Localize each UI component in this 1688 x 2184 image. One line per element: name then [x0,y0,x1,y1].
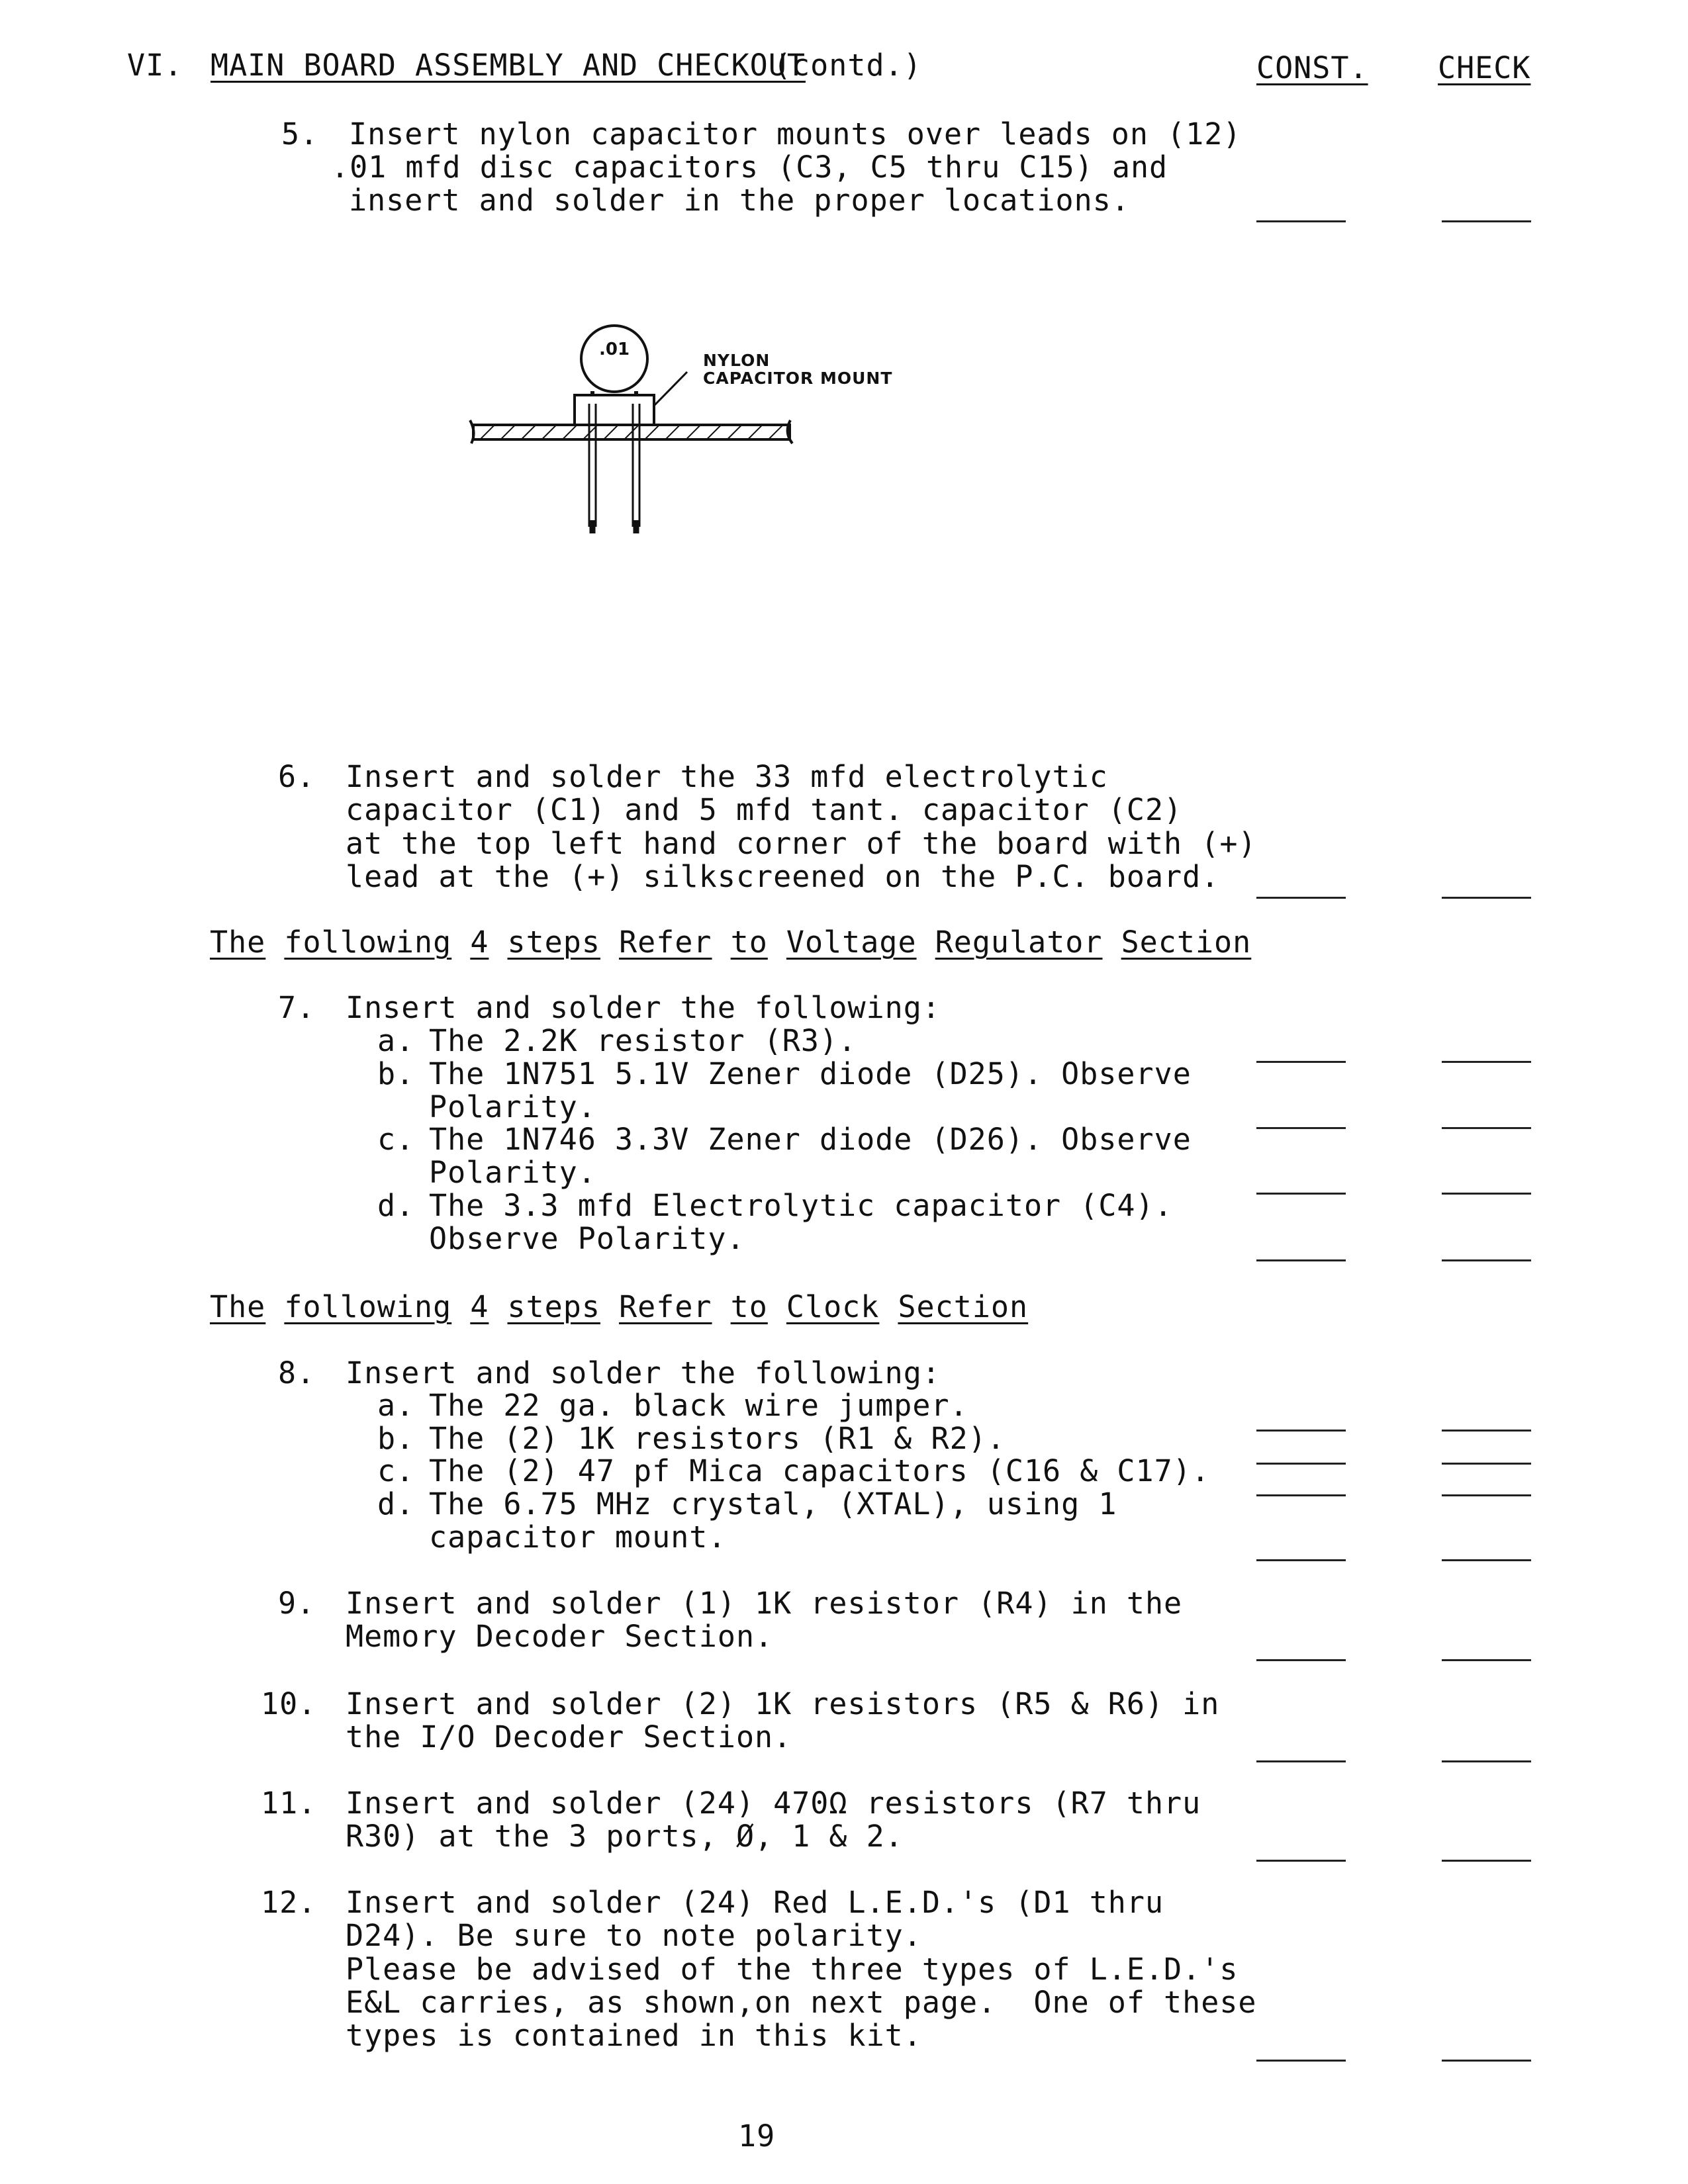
check-checkbox-line[interactable] [1442,1463,1531,1465]
check-checkbox-line[interactable] [1442,1061,1531,1063]
const-checkbox-line[interactable] [1256,220,1346,222]
check-checkbox-line[interactable] [1442,1659,1531,1661]
label-pointer-line [654,372,687,406]
section-contd: (contd.) [773,48,922,83]
voltage-regulator-heading: The following 4 steps Refer to Voltage Regulator Section [210,925,1252,960]
step-12-line-5: types is contained in this kit. [346,2018,922,2053]
const-checkbox-line[interactable] [1256,1127,1346,1129]
step-8-item-letter: a. [377,1388,415,1423]
check-column-header: CHECK [1438,50,1531,85]
step-12-line-1: Insert and solder (24) Red L.E.D.'s (D1 thru [346,1885,1164,1920]
step-7-item-text: Polarity. [429,1089,596,1124]
step-6-line-4: lead at the (+) silkscreened on the P.C. board. [346,859,1220,894]
check-checkbox-line[interactable] [1442,1430,1531,1432]
step-6-number: 6. [278,759,316,794]
step-5-number: 5. [281,116,319,152]
step-11-number: 11. [261,1786,317,1821]
step-7-item-letter: a. [377,1023,415,1058]
const-checkbox-line[interactable] [1256,2060,1346,2062]
check-checkbox-line[interactable] [1442,1127,1531,1129]
nylon-capacitor-mount-diagram [463,311,927,549]
step-8-item-text: The (2) 47 pf Mica capacitors (C16 & C17). [429,1453,1210,1488]
step-7-item-letter: c. [377,1122,415,1157]
step-5-line-1: Insert nylon capacitor mounts over leads on (12) [349,116,1242,152]
step-9-number: 9. [278,1586,316,1621]
step-7-item-text: The 3.3 mfd Electrolytic capacitor (C4). [429,1188,1173,1223]
step-6-line-3: at the top left hand corner of the board with (+) [346,826,1257,861]
step-5-line-2: .01 mfd disc capacitors (C3, C5 thru C15) and [331,150,1168,185]
step-10-line-1: Insert and solder (2) 1K resistors (R5 & R6) in [346,1686,1220,1721]
step-8-item-text: The (2) 1K resistors (R1 & R2). [429,1421,1006,1456]
section-title: MAIN BOARD ASSEMBLY AND CHECKOUT [211,48,806,83]
step-8-item-text: The 22 ga. black wire jumper. [429,1388,968,1423]
step-12-number: 12. [261,1885,317,1920]
const-checkbox-line[interactable] [1256,897,1346,899]
step-7-item-text: The 2.2K resistor (R3). [429,1023,857,1058]
step-6-line-2: capacitor (C1) and 5 mfd tant. capacitor (C2) [346,792,1183,827]
step-8-item-text: capacitor mount. [429,1520,727,1555]
step-7-item-letter: b. [377,1056,415,1091]
pc-board-section [473,425,790,439]
step-7-item-text: Polarity. [429,1155,596,1190]
const-checkbox-line[interactable] [1256,1463,1346,1465]
check-checkbox-line[interactable] [1442,2060,1531,2062]
const-checkbox-line[interactable] [1256,1760,1346,1762]
step-6-line-1: Insert and solder the 33 mfd electrolytic [346,759,1108,794]
step-11-line-1: Insert and solder (24) 470Ω resistors (R7 thru [346,1786,1201,1821]
page-number: 19 [738,2118,776,2154]
step-7-item-text: Observe Polarity. [429,1221,745,1256]
step-12-line-4: E&L carries, as shown,on next page. One of these [346,1985,1257,2020]
const-checkbox-line[interactable] [1256,1659,1346,1661]
const-checkbox-line[interactable] [1256,1860,1346,1862]
step-9-line-2: Memory Decoder Section. [346,1619,774,1654]
step-7-intro: Insert and solder the following: [346,990,941,1025]
step-8-intro: Insert and solder the following: [346,1355,941,1390]
step-11-line-2: R30) at the 3 ports, Ø, 1 & 2. [346,1819,904,1854]
check-checkbox-line[interactable] [1442,1760,1531,1762]
step-12-line-2: D24). Be sure to note polarity. [346,1918,922,1953]
const-checkbox-line[interactable] [1256,1494,1346,1496]
const-checkbox-line[interactable] [1256,1430,1346,1432]
step-8-item-letter: c. [377,1453,415,1488]
step-8-item-letter: b. [377,1421,415,1456]
check-checkbox-line[interactable] [1442,1259,1531,1261]
const-column-header: CONST. [1256,50,1368,85]
check-checkbox-line[interactable] [1442,1860,1531,1862]
const-checkbox-line[interactable] [1256,1061,1346,1063]
step-12-line-3: Please be advised of the three types of L.E.D.'s [346,1952,1239,1987]
step-7-item-letter: d. [377,1188,415,1223]
clock-heading: The following 4 steps Refer to Clock Section [210,1289,1029,1324]
nylon-label: NYLON [703,351,771,370]
step-8-number: 8. [278,1355,316,1390]
capacitor-mount-label: CAPACITOR MOUNT [703,369,893,388]
step-9-line-1: Insert and solder (1) 1K resistor (R4) in the [346,1586,1183,1621]
step-5-line-3: insert and solder in the proper locations. [349,183,1130,218]
step-10-number: 10. [261,1686,317,1721]
const-checkbox-line[interactable] [1256,1259,1346,1261]
const-checkbox-line[interactable] [1256,1559,1346,1561]
section-number: VI. [127,48,183,83]
check-checkbox-line[interactable] [1442,220,1531,222]
step-7-item-text: The 1N746 3.3V Zener diode (D26). Observe [429,1122,1192,1157]
check-checkbox-line[interactable] [1442,897,1531,899]
step-8-item-text: The 6.75 MHz crystal, (XTAL), using 1 [429,1486,1117,1522]
step-7-number: 7. [278,990,316,1025]
check-checkbox-line[interactable] [1442,1193,1531,1195]
check-checkbox-line[interactable] [1442,1559,1531,1561]
check-checkbox-line[interactable] [1442,1494,1531,1496]
step-10-line-2: the I/O Decoder Section. [346,1719,792,1754]
const-checkbox-line[interactable] [1256,1193,1346,1195]
capacitor-value-label: .01 [599,340,630,359]
nylon-mount-block [575,395,654,425]
step-8-item-letter: d. [377,1486,415,1522]
step-7-item-text: The 1N751 5.1V Zener diode (D25). Observe [429,1056,1192,1091]
